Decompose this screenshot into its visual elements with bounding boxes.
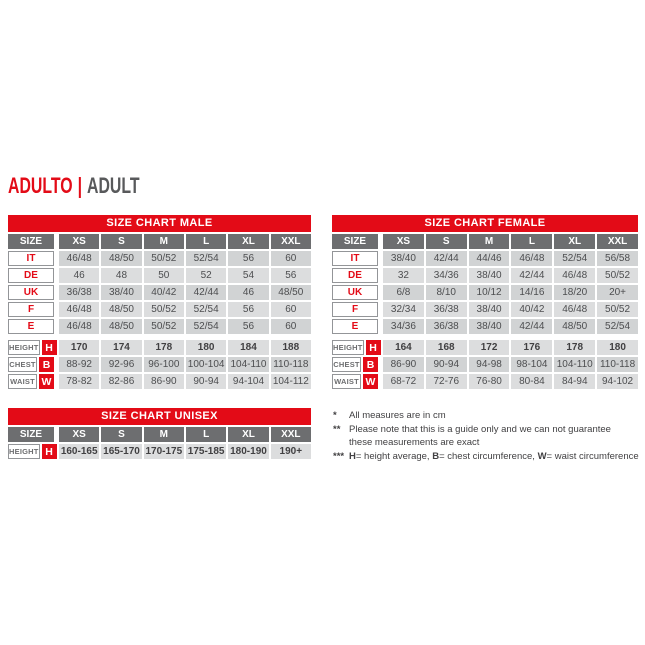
measure-cell: 76-80 [469,374,510,389]
size-cell: 50 [144,268,184,283]
size-row [8,302,311,317]
measure-badge: H [42,444,57,459]
column-header-cell: XXL [271,427,311,442]
size-cell: 50/52 [597,302,638,317]
size-chart-unisex-table [8,408,311,461]
size-cell: 52/54 [186,302,226,317]
page-title-secondary: ADULT [87,173,140,198]
measure-cell: 86-90 [144,374,184,389]
measure-cell: 100-104 [187,359,225,370]
measure-label [8,340,54,355]
table-title-bar: SIZE CHART FEMALE [332,215,638,232]
measure-row [332,357,638,372]
measure-cell: 170-175 [145,446,183,457]
size-cell: 18/20 [554,285,595,300]
measure-badge: H [42,340,57,355]
measure-label-box: HEIGHT [332,340,364,355]
size-row [8,268,311,283]
page-title-primary: ADULTO [8,173,73,198]
measure-cell: 190+ [271,444,311,459]
measure-cell: 110-118 [271,357,311,372]
measure-cell: 160-165 [60,446,98,457]
column-header-cell: M [144,234,184,249]
size-row [332,285,638,300]
measure-label [332,340,378,355]
size-cell: 38/40 [469,302,510,317]
measure-badge: H [366,340,381,355]
measure-cell: 96-100 [144,357,184,372]
size-cell: 38/40 [383,251,424,266]
size-cell: 38/40 [469,268,510,283]
size-cell: 42/44 [511,268,552,283]
table-header-row [332,234,638,249]
size-cell: 42/44 [426,251,467,266]
size-cell: 46/48 [554,268,595,283]
size-row [8,285,311,300]
measure-label-box: WAIST [332,374,361,389]
measure-cell: 104-110 [554,357,595,372]
table-title-bar: SIZE CHART MALE [8,215,311,232]
column-header-cell: XS [383,234,424,249]
footnote-segment: Please note that this is a guide only and we can not guarantee [349,423,611,435]
size-cell: 60 [271,251,311,266]
country-label: IT [8,251,54,266]
size-cell: 52/54 [554,251,595,266]
column-header-cell: XL [228,234,268,249]
measure-cell: 172 [469,340,510,355]
size-cell: 48/50 [101,302,141,317]
size-cell: 48/50 [554,319,595,334]
measure-cell: 110-118 [597,357,638,372]
measure-cell: 72-76 [426,374,467,389]
measure-row [8,374,311,389]
measure-cell: 98-104 [511,357,552,372]
measure-cell: 90-94 [426,357,467,372]
footnote-segment: All measures are in cm [349,410,446,421]
size-cell: 6/8 [383,285,424,300]
size-cell: 50/52 [597,268,638,283]
measure-cell: 178 [144,340,184,355]
measure-cell: 165-170 [103,446,140,457]
measure-label-box: HEIGHT [8,340,40,355]
size-cell: 10/12 [469,285,510,300]
country-label: E [8,319,54,334]
footnote-text [349,409,446,423]
size-row [332,302,638,317]
measure-cell: 164 [383,340,424,355]
size-cell: 46/48 [554,302,595,317]
size-cell: 46/48 [59,251,99,266]
column-header-cell: XS [59,427,99,442]
measure-badge: B [39,357,54,372]
measure-cell: 82-86 [101,374,141,389]
size-cell: 36/38 [426,319,467,334]
size-header-cell: SIZE [8,234,54,249]
measure-badge: W [39,374,54,389]
measure-badge: W [363,374,378,389]
footnote-segment: = waist circumference [546,450,639,462]
measure-cell: 90-94 [186,374,226,389]
size-cell: 44/46 [469,251,510,266]
column-header-cell: S [101,427,141,442]
size-cell: 56 [228,302,268,317]
column-header-cell: XL [228,427,268,442]
country-label: UK [8,285,54,300]
size-cell: 36/38 [59,285,99,300]
size-row [8,319,311,334]
column-header-cell: S [101,234,141,249]
size-chart-female-table [332,215,638,391]
size-cell: 50/52 [144,302,184,317]
size-cell: 48/50 [101,319,141,334]
size-row [332,319,638,334]
measure-label [8,374,54,389]
size-chart-male-table [8,215,311,391]
size-cell: 42/44 [511,319,552,334]
size-cell: 60 [271,319,311,334]
size-cell: 60 [271,302,311,317]
measure-cell: 175-185 [187,446,225,457]
column-header-cell: S [426,234,467,249]
measure-label [332,374,378,389]
size-cell: 48 [101,268,141,283]
column-header-cell: XXL [597,234,638,249]
size-cell: 50/52 [144,251,184,266]
size-cell: 36/38 [426,302,467,317]
measure-cell: 104-112 [271,374,311,389]
measure-cell: 188 [271,340,311,355]
size-cell: 56 [228,319,268,334]
measure-cell: 180-190 [230,446,267,457]
measure-cell: 86-90 [383,357,424,372]
country-label: F [332,302,378,317]
measure-label [332,357,378,372]
size-row [332,268,638,283]
measure-cell: 94-104 [228,374,268,389]
size-cell: 20+ [597,285,638,300]
measure-label-box: CHEST [8,357,37,372]
table-title-bar: SIZE CHART UNISEX [8,408,311,425]
measure-cell: 68-72 [383,374,424,389]
column-header-cell: M [144,427,184,442]
footnote-marker: ** [333,423,341,435]
size-cell: 50/52 [144,319,184,334]
measure-cell: 94-102 [597,374,638,389]
size-cell: 56/58 [597,251,638,266]
measure-cell: 168 [426,340,467,355]
size-cell: 46/48 [59,302,99,317]
footnote-line [333,409,645,423]
measure-badge: B [363,357,378,372]
column-header-cell: XL [554,234,595,249]
measure-cell: 84-94 [554,374,595,389]
footnote-marker: * [333,410,337,421]
footnotes [333,409,645,463]
footnote-line [333,423,645,450]
footnote-segment: = height average, [355,450,433,462]
column-header-cell: XXL [271,234,311,249]
table-header-row [8,234,311,249]
footnote-segment: W [537,450,547,462]
size-cell: 56 [271,268,311,283]
measure-cell: 94-98 [469,357,510,372]
size-cell: 32/34 [383,302,424,317]
size-cell: 48/50 [271,285,311,300]
size-cell: 34/36 [426,268,467,283]
footnote-text [349,423,611,450]
measure-cell: 80-84 [511,374,552,389]
measure-cell: 104-110 [228,357,268,372]
measure-label [8,357,54,372]
size-cell: 46 [59,268,99,283]
size-cell: 54 [228,268,268,283]
footnote-segment: B [432,450,440,462]
column-header-cell: L [511,234,552,249]
measure-cell: 178 [554,340,595,355]
measure-row [332,374,638,389]
measure-cell: 180 [186,340,226,355]
footnote-marker: *** [333,450,345,462]
footnote-text [349,450,639,464]
page-title [8,175,140,197]
size-cell: 52/54 [186,251,226,266]
footnote-segment: these measurements are exact [349,437,480,448]
size-cell: 46 [228,285,268,300]
size-cell: 40/42 [144,285,184,300]
size-row [332,251,638,266]
size-cell: 34/36 [383,319,424,334]
size-cell: 14/16 [511,285,552,300]
measure-row [8,444,311,459]
size-cell: 8/10 [426,285,467,300]
size-row [8,251,311,266]
size-cell: 38/40 [469,319,510,334]
measure-label-box: HEIGHT [8,444,40,459]
measure-row [332,340,638,355]
size-header-cell: SIZE [8,427,54,442]
measure-cell: 78-82 [59,374,99,389]
measure-label-box: WAIST [8,374,37,389]
measure-cell: 92-96 [101,357,141,372]
size-cell: 48/50 [101,251,141,266]
size-cell: 40/42 [511,302,552,317]
title-separator: | [77,173,83,198]
measure-cell: 176 [511,340,552,355]
footnote-line [333,450,645,464]
size-cell: 32 [383,268,424,283]
size-cell: 46/48 [59,319,99,334]
country-label: E [332,319,378,334]
country-label: DE [332,268,378,283]
size-cell: 52 [186,268,226,283]
footnote-segment: H [349,450,356,462]
measure-label [8,444,54,459]
country-label: UK [332,285,378,300]
table-header-row [8,427,311,442]
footnote-segment: = chest circumference, [439,450,538,462]
size-header-cell: SIZE [332,234,378,249]
size-cell: 52/54 [597,319,638,334]
column-header-cell: M [469,234,510,249]
column-header-cell: L [186,427,226,442]
column-header-cell: L [186,234,226,249]
country-label: DE [8,268,54,283]
country-label: F [8,302,54,317]
measure-cell: 174 [101,340,141,355]
measure-cell: 88-92 [59,357,99,372]
measure-cell: 184 [228,340,268,355]
size-cell: 52/54 [186,319,226,334]
measure-row [8,340,311,355]
size-cell: 46/48 [511,251,552,266]
measure-cell: 170 [59,340,99,355]
measure-cell: 180 [597,340,638,355]
measure-row [8,357,311,372]
measure-label-box: CHEST [332,357,361,372]
country-label: IT [332,251,378,266]
size-cell: 56 [228,251,268,266]
size-cell: 42/44 [186,285,226,300]
column-header-cell: XS [59,234,99,249]
size-cell: 38/40 [101,285,141,300]
